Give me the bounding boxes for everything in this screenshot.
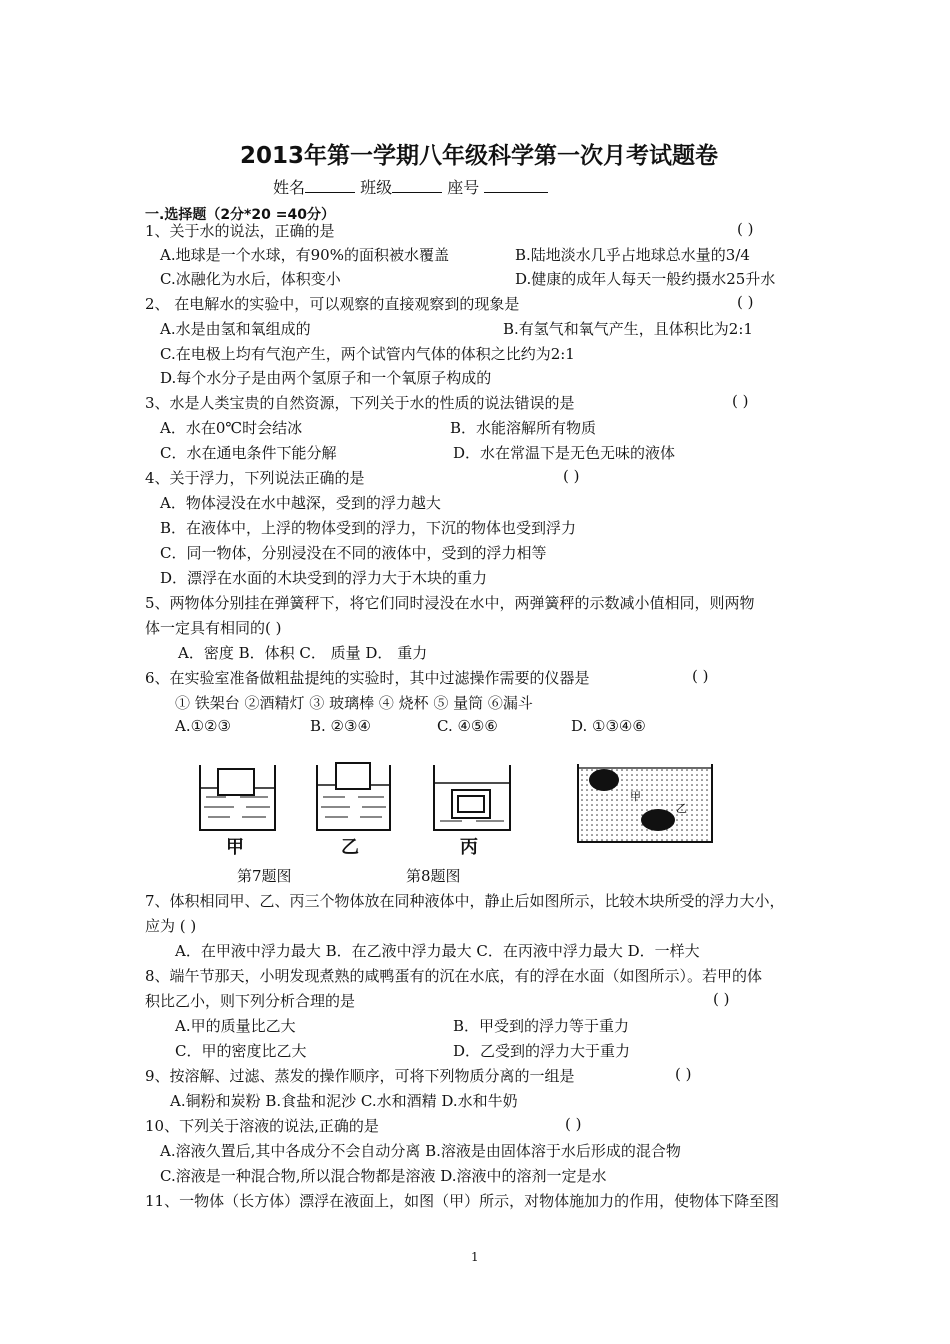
- text-line: D．乙受到的浮力大于重力: [453, 1042, 631, 1060]
- text-line: C. ④⑤⑥: [437, 717, 498, 735]
- text-line: 3、水是人类宝贵的自然资源，下列关于水的性质的说法错误的是: [145, 394, 575, 412]
- figure-7: [190, 755, 520, 860]
- text-line: D. ①③④⑥: [571, 717, 646, 735]
- fig8-label-jia: 甲: [630, 790, 641, 803]
- text-line: 8、端午节那天，小明发现煮熟的咸鸭蛋有的沉在水底，有的浮在水面（如图所示）。若甲的体: [145, 967, 763, 985]
- page-title: 2013年第一学期八年级科学第一次月考试题卷: [240, 143, 719, 169]
- text-line: 7、体积相同甲、乙、丙三个物体放在同种液体中，静止后如图所示，比较木块所受的浮力大小，: [145, 892, 785, 910]
- text-line: 第7题图: [237, 867, 292, 885]
- egg-jia: [589, 769, 619, 791]
- beaker-jia: [200, 765, 275, 830]
- name-blank: [305, 178, 355, 193]
- text-line: ( ): [692, 667, 709, 685]
- seat-blank: [484, 178, 548, 193]
- fig7-label-bing: 丙: [460, 837, 478, 858]
- fig8-label-yi: 乙: [676, 802, 687, 815]
- page-number: 1: [471, 1250, 479, 1264]
- text-line: 5、两物体分别挂在弹簧秤下，将它们同时浸没在水中，两弹簧秤的示数减小值相同，则两物: [145, 594, 755, 612]
- text-line: B.有氢气和氧气产生，且体积比为2:1: [503, 320, 753, 338]
- figure-8: [570, 758, 720, 848]
- text-line: 10、下列关于溶液的说法,正确的是: [145, 1117, 379, 1135]
- text-line: C．甲的密度比乙大: [175, 1042, 307, 1060]
- text-line: 第8题图: [406, 867, 461, 885]
- beaker-yi: [317, 763, 390, 830]
- text-line: 2、 在电解水的实验中，可以观察的直接观察到的现象是: [145, 295, 520, 313]
- fig7-label-yi: 乙: [341, 837, 359, 858]
- text-line: A.溶液久置后,其中各成分不会自动分离 B.溶液是由固体溶于水后形成的混合物: [160, 1142, 681, 1160]
- text-line: A.地球是一个水球，有90%的面积被水覆盖: [160, 246, 449, 264]
- text-line: ( ): [563, 467, 580, 485]
- text-line: A．在甲液中浮力最大 B．在乙液中浮力最大 C．在丙液中浮力最大 D．一样大: [175, 942, 700, 960]
- text-line: 1、关于水的说法，正确的是: [145, 222, 335, 240]
- text-line: ① 铁架台 ②酒精灯 ③ 玻璃棒 ④ 烧杯 ⑤ 量筒 ⑥漏斗: [175, 694, 533, 712]
- student-info: [273, 175, 548, 198]
- text-line: C．水在通电条件下能分解: [160, 444, 337, 462]
- text-line: 积比乙小，则下列分析合理的是: [145, 992, 356, 1010]
- text-line: C.在电极上均有气泡产生，两个试管内气体的体积之比约为2:1: [160, 345, 575, 363]
- text-line: ( ): [737, 220, 754, 238]
- text-line: B.陆地淡水几乎占地球总水量的3/4: [515, 246, 750, 264]
- text-line: 体一定具有相同的( ): [145, 619, 282, 637]
- text-line: A.甲的质量比乙大: [175, 1017, 296, 1035]
- text-line: 应为 ( ): [145, 917, 197, 935]
- text-line: A.①②③: [175, 717, 231, 735]
- text-line: A.铜粉和炭粉 B.食盐和泥沙 C.水和酒精 D.水和牛奶: [170, 1092, 518, 1110]
- text-line: ( ): [565, 1115, 582, 1133]
- text-line: B．在液体中，上浮的物体受到的浮力，下沉的物体也受到浮力: [160, 519, 577, 537]
- text-line: B．甲受到的浮力等于重力: [453, 1017, 630, 1035]
- egg-yi: [641, 809, 675, 831]
- text-line: C．同一物体，分别浸没在不同的液体中，受到的浮力相等: [160, 544, 547, 562]
- text-line: ( ): [737, 293, 754, 311]
- text-line: ( ): [675, 1065, 692, 1083]
- text-line: C.冰融化为水后，体积变小: [160, 270, 341, 288]
- name-label: 姓名: [273, 178, 306, 197]
- text-line: ( ): [732, 392, 749, 410]
- text-line: A．物体浸没在水中越深，受到的浮力越大: [160, 494, 441, 512]
- text-line: B．水能溶解所有物质: [450, 419, 597, 437]
- section-heading: 一.选择题（2分*20 =40分）: [145, 207, 335, 223]
- text-line: C.溶液是一种混合物,所以混合物都是溶液 D.溶液中的溶剂一定是水: [160, 1167, 607, 1185]
- text-line: A.水是由氢和氧组成的: [160, 320, 311, 338]
- text-line: 9、按溶解、过滤、蒸发的操作顺序，可将下列物质分离的一组是: [145, 1067, 575, 1085]
- fig7-label-jia: 甲: [226, 837, 244, 858]
- class-blank: [392, 178, 442, 193]
- text-line: B. ②③④: [310, 717, 371, 735]
- text-line: A．密度 B．体积 C． 质量 D． 重力: [178, 644, 428, 662]
- beaker-bing: [434, 765, 510, 830]
- text-line: A．水在0℃时会结冰: [160, 419, 303, 437]
- text-line: 11、一物体（长方体）漂浮在液面上，如图（甲）所示，对物体施加力的作用，使物体下降至图: [145, 1192, 780, 1210]
- class-label: 班级: [360, 178, 393, 197]
- text-line: 6、在实验室准备做粗盐提纯的实验时，其中过滤操作需要的仪器是: [145, 669, 590, 687]
- text-line: D．水在常温下是无色无味的液体: [453, 444, 676, 462]
- text-line: D.每个水分子是由两个氢原子和一个氧原子构成的: [160, 369, 492, 387]
- text-line: D．漂浮在水面的木块受到的浮力大于木块的重力: [160, 569, 488, 587]
- seat-label: 座号: [447, 178, 480, 197]
- text-line: ( ): [713, 990, 730, 1008]
- text-line: D.健康的成年人每天一般约摄水25升水: [515, 270, 776, 288]
- text-line: 4、关于浮力，下列说法正确的是: [145, 469, 365, 487]
